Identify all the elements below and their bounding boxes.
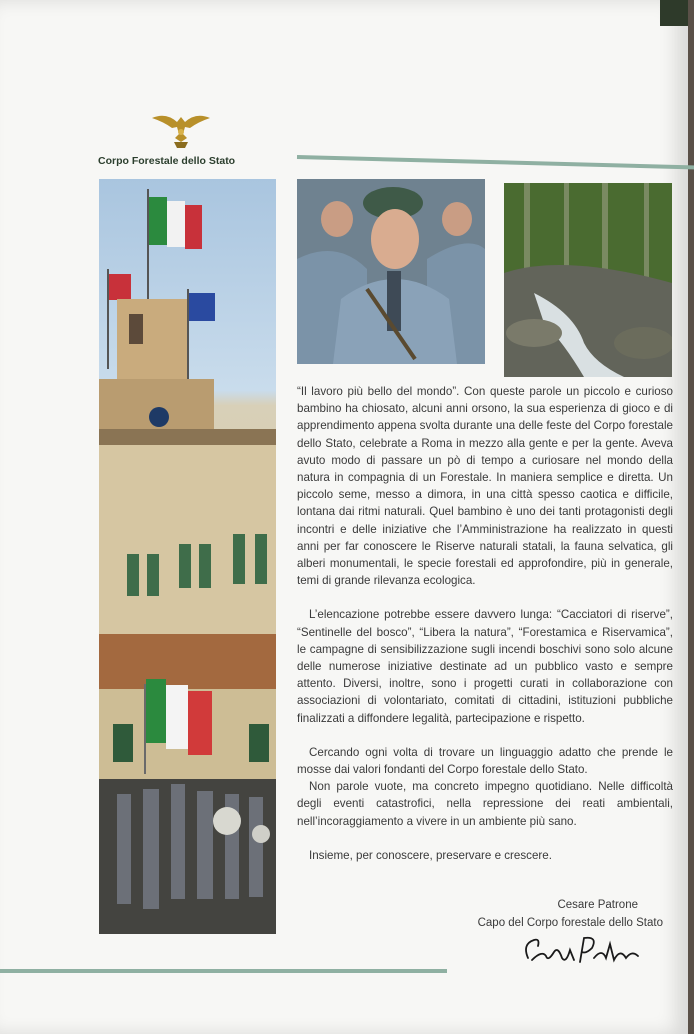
paragraph-1: “Il lavoro più bello del mondo”. Con queste parole un piccolo e curioso bambino ha chiosato, alcuni anni orsono, la sua esperienza di gioco e di apprendimento appena svolta durante una delle feste del Corpo forestale dello Stato, celebrate a Roma in mezzo alla gente e per la gente. Aveva avuto modo di passare un pò di tempo a curiosare nel mondo della natura in compagnia di un Forestale. In maniera semplice e diretta. Un piccolo seme, messo a dimora, in una città spesso caotica e difficile, lontana dai ritmi naturali. Quel bambino è uno dei tanti protagonisti degli incontri e delle iniziative che l’Amministrazione ha realizzato in questi anni per far conoscere le Riserve naturali statali, la fauna selvatica, gli alberi monumentali, le specie forestali ed approfondire, più in generale, temi di grande rilevanza ecologica.	[297, 385, 673, 588]
signatory-name: Cesare Patrone	[557, 899, 638, 911]
eagle-emblem-icon	[150, 108, 212, 152]
photo-ranger	[297, 179, 485, 364]
article-body	[297, 383, 673, 881]
ranger-illustration	[297, 179, 485, 364]
bottom-divider	[0, 969, 447, 973]
page-corner	[660, 0, 688, 26]
stream-illustration	[504, 183, 672, 377]
handwritten-signature	[518, 930, 648, 972]
brand-name: Corpo Forestale dello Stato	[98, 155, 236, 167]
paragraph-3: Cercando ogni volta di trovare un linguaggio adatto che prende le mosse dai valori fondanti del Corpo forestale dello Stato.	[297, 745, 673, 777]
paragraph-4: Non parole vuote, ma concreto impegno quotidiano. Nelle difficoltà degli eventi catastrofici, nella repressione dei reati ambientali, nell’incoraggiamento a vivere in un ambiente più sano.	[297, 780, 673, 828]
paragraph-2: L’elencazione potrebbe essere davvero lunga: “Cacciatori di riserve”, “Sentinelle del bosco”, “Libera la natura”, “Forestamica e Riservamica”, le campagne di sensibilizzazione sugli incendi boschivi sono solo alcune delle numerose iniziative destinate ad un pubblico vasto e sempre attento. Diversi, inoltre, sono i progetti curati in collaborazione con associazioni di volontariato, comitati di cittadini, istituzioni pubbliche finalizzati a diffondere legalità, partecipazione e rispetto.	[297, 608, 673, 725]
signatory-title: Capo del Corpo forestale dello Stato	[477, 917, 663, 929]
photo-quirinale	[99, 179, 276, 934]
photo-forest-stream	[504, 183, 672, 377]
paragraph-5: Insieme, per conoscere, preservare e crescere.	[309, 848, 552, 862]
quirinale-illustration	[99, 179, 276, 934]
top-divider	[297, 155, 694, 169]
